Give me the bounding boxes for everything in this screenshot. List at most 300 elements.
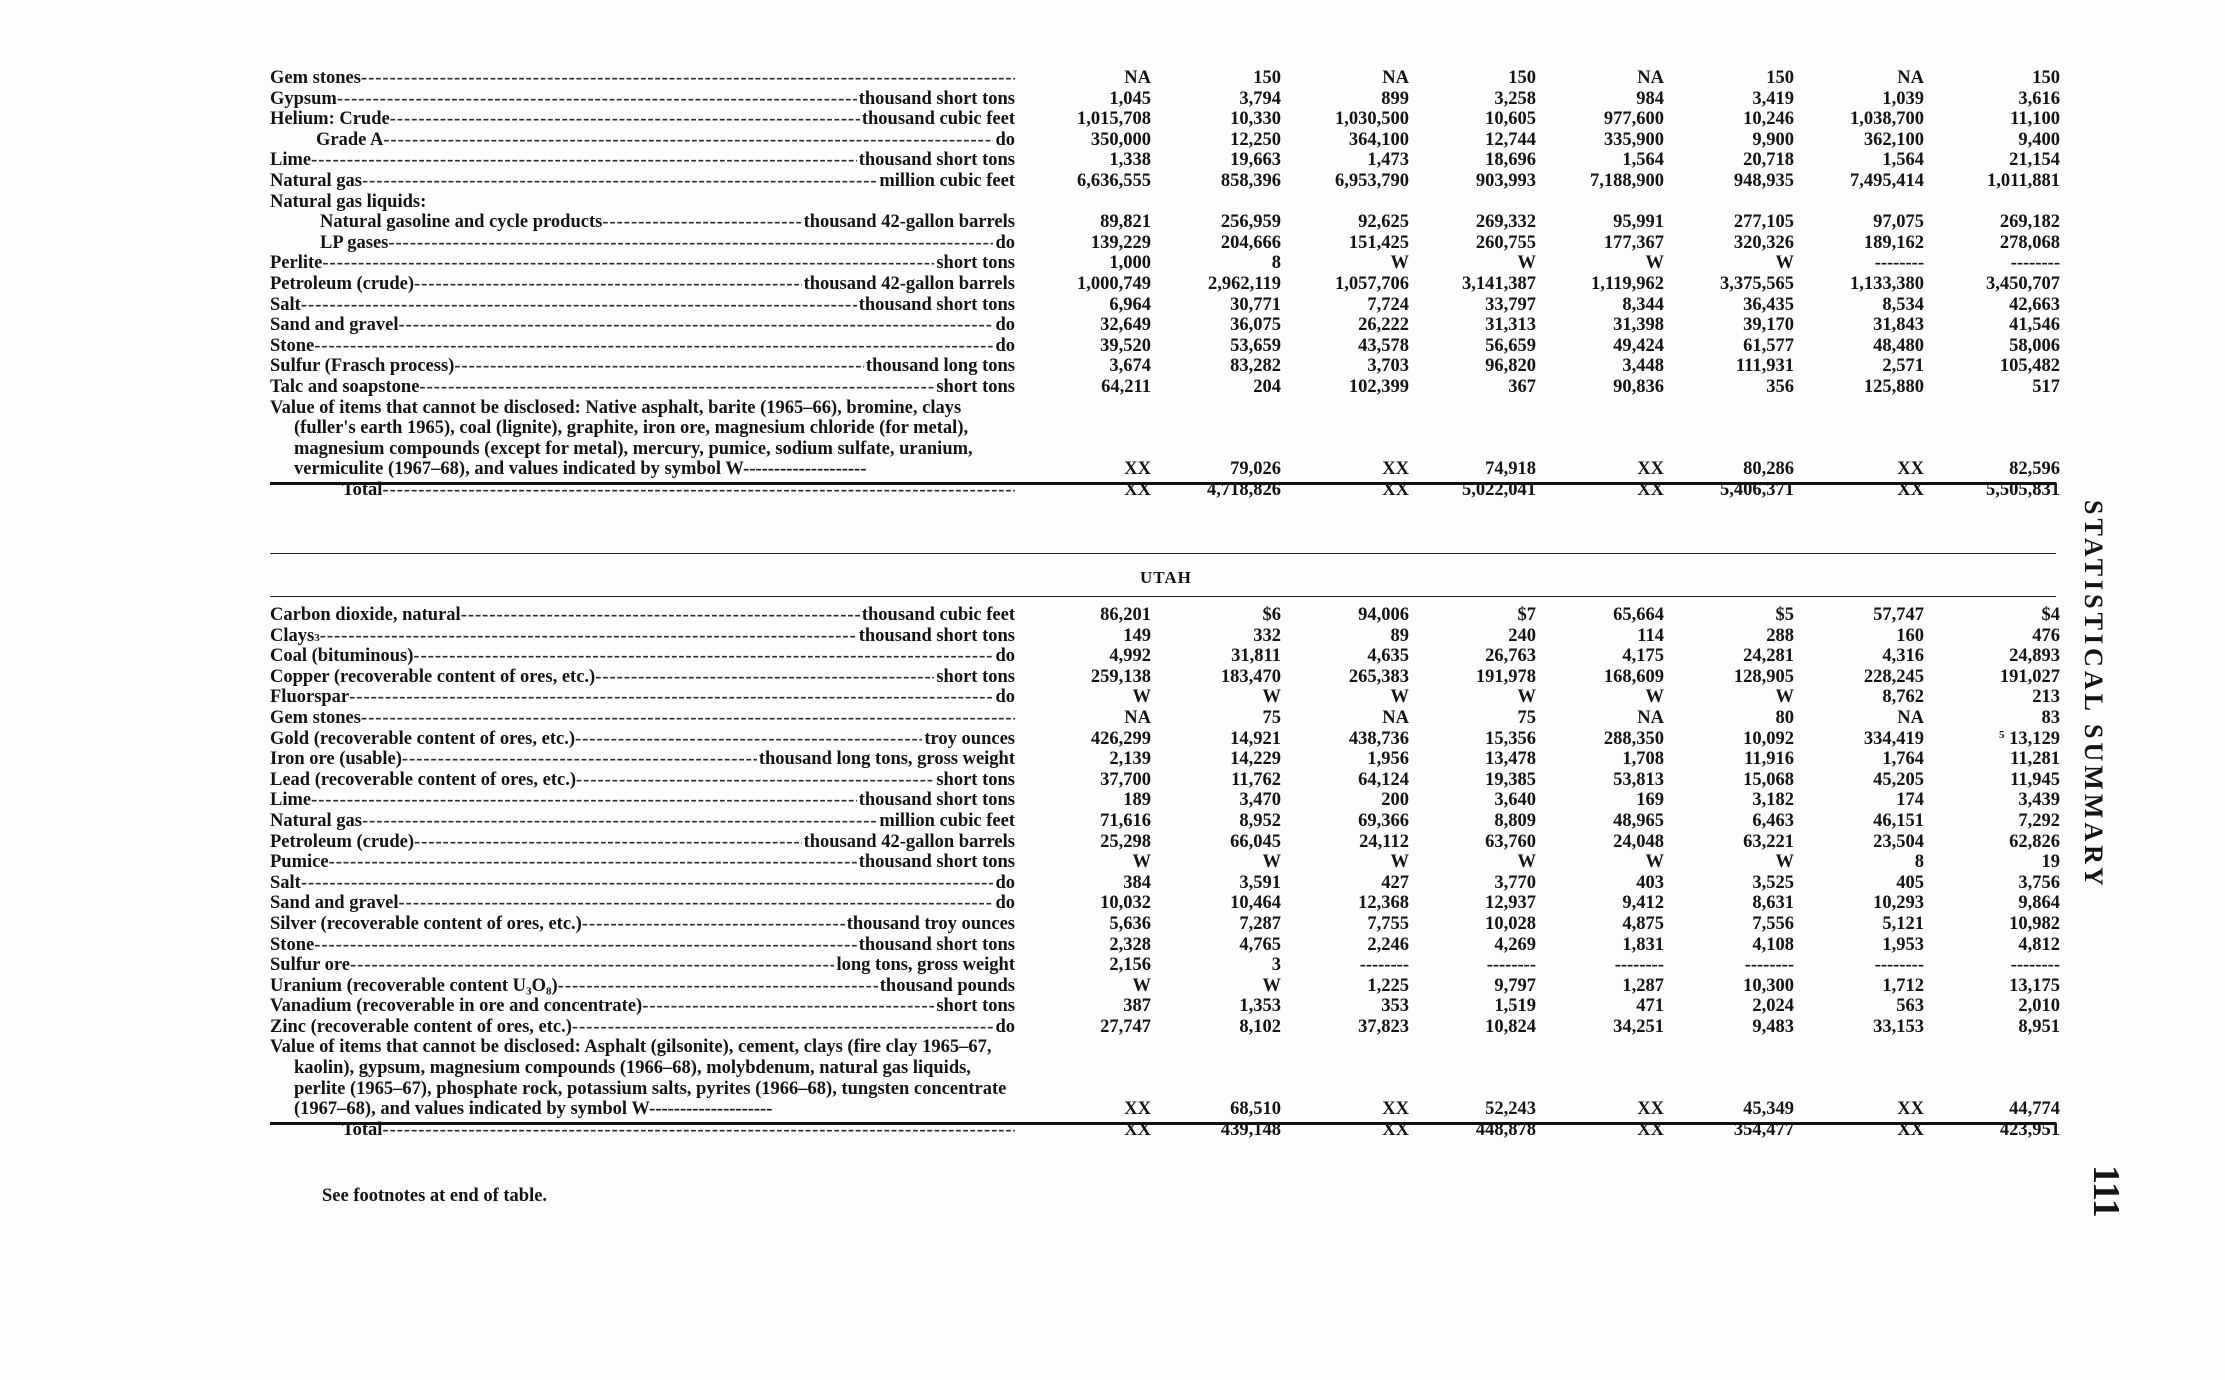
total-rule	[270, 1122, 2056, 1125]
value-cell: 448,878	[1475, 1119, 1536, 1140]
table-row	[270, 852, 2064, 873]
value-cell: 3	[1271, 955, 1281, 976]
row-label	[270, 729, 1015, 750]
quantity-cell: 10,032	[1100, 893, 1151, 914]
table-row	[270, 873, 2064, 894]
leader-dots	[362, 171, 877, 192]
quantity-cell: 2,156	[1109, 955, 1151, 976]
quantity-cell: 1,564	[1622, 150, 1664, 171]
unit-label: thousand short tons	[858, 934, 1015, 955]
row-label	[270, 893, 1015, 914]
quantity-cell: 1,039	[1882, 88, 1924, 109]
row-label	[270, 935, 1015, 956]
quantity-cell: NA	[1382, 707, 1409, 728]
commodity-name: Lead (recoverable content of ores, etc.)	[270, 769, 576, 790]
value-cell: 5,022,041	[1462, 479, 1536, 500]
row-label	[270, 356, 1015, 377]
value-cell: 5,505,831	[1986, 479, 2060, 500]
quantity-cell	[1540, 192, 1668, 213]
row-label	[270, 811, 1015, 832]
quantity-cell: 64,124	[1358, 769, 1409, 790]
label-leader	[270, 749, 1015, 770]
label-leader	[270, 976, 1015, 997]
value-cell: 10,300	[1743, 975, 1794, 996]
value-cell: 26,763	[1485, 646, 1536, 667]
value-cell: 80	[1775, 707, 1794, 728]
unit-label: thousand 42-gallon barrels	[803, 831, 1015, 852]
label-leader	[270, 192, 1015, 213]
leader-dots	[314, 336, 993, 357]
quantity-cell: 6,964	[1109, 294, 1151, 315]
value-cell: --------	[2010, 253, 2060, 274]
table-row	[270, 1017, 2064, 1038]
section-divider-rule	[270, 596, 2056, 597]
value-cell: 15,068	[1743, 769, 1794, 790]
quantity-cell: 1,133,380	[1850, 273, 1924, 294]
quantity-cell: 125,880	[1863, 376, 1924, 397]
table-row	[270, 646, 2064, 667]
value-cell: 31,313	[1485, 315, 1536, 336]
quantity-cell: 265,383	[1348, 666, 1409, 687]
value-cell: 11,916	[1744, 749, 1794, 770]
commodity-name: Pumice	[270, 852, 329, 873]
value-cell: 423,951	[1999, 1119, 2060, 1140]
row-label	[270, 68, 1015, 89]
value-cell: 14,921	[1230, 728, 1281, 749]
value-cell: 3,756	[2018, 872, 2060, 893]
value-cell: 68,510	[1230, 1099, 1281, 1120]
value-cell: 11,100	[2010, 109, 2060, 130]
value-cell: 320,326	[1733, 232, 1794, 253]
table-row	[270, 893, 2064, 914]
quantity-cell: W	[1390, 687, 1409, 708]
value-cell: 367	[1508, 376, 1536, 397]
row-label	[270, 873, 1015, 894]
commodity-name: Clays	[270, 625, 315, 646]
row-label	[270, 996, 1015, 1017]
value-cell: 3,375,565	[1720, 273, 1794, 294]
table-row	[270, 315, 2064, 336]
leader-dots	[602, 212, 801, 233]
table-row	[270, 811, 2064, 832]
commodity-name: Perlite	[270, 253, 323, 274]
value-cell: $4	[2041, 605, 2060, 625]
value-cell: 150	[2032, 68, 2060, 88]
row-label	[270, 852, 1015, 873]
leader-dots	[311, 150, 857, 171]
quantity-cell: 53,813	[1613, 769, 1664, 790]
label-leader	[270, 955, 1015, 976]
quantity-cell: 259,138	[1090, 666, 1151, 687]
row-label	[270, 687, 1015, 708]
quantity-cell: 1,764	[1882, 749, 1924, 770]
quantity-cell: XX	[1382, 1099, 1409, 1120]
table-row	[270, 749, 2064, 770]
table-row	[270, 109, 2064, 130]
commodity-name: Lime	[270, 150, 312, 171]
quantity-cell: 2,139	[1109, 749, 1151, 770]
state-heading: UTAH	[1140, 568, 1192, 587]
quantity-cell: 69,366	[1358, 810, 1409, 831]
unit-label: thousand long tons, gross weight	[758, 749, 1015, 770]
quantity-cell: 1,015,708	[1077, 109, 1151, 130]
unit-label: thousand short tons	[858, 625, 1015, 646]
quantity-cell: 7,724	[1367, 294, 1409, 315]
value-cell: 19,385	[1485, 769, 1536, 790]
table-body	[270, 605, 2064, 1140]
table-row	[270, 832, 2064, 853]
quantity-cell: XX	[1124, 459, 1151, 480]
value-cell: 36,075	[1230, 315, 1281, 336]
row-label	[270, 377, 1015, 398]
quantity-cell: 2,571	[1882, 356, 1924, 377]
value-cell: 191,978	[1475, 666, 1536, 687]
label-leader	[270, 109, 1015, 130]
table-row	[270, 605, 2064, 626]
quantity-cell: 43,578	[1358, 335, 1409, 356]
quantity-cell: XX	[1897, 1119, 1924, 1140]
unit-label: do	[995, 646, 1015, 667]
quantity-cell: 189,162	[1863, 232, 1924, 253]
table-row-undisclosed	[270, 398, 2064, 480]
value-cell: 2,024	[1752, 996, 1794, 1017]
commodity-name: Natural gasoline and cycle products	[320, 212, 603, 233]
value-cell: W	[1775, 687, 1794, 708]
unit-label: million cubic feet	[879, 810, 1015, 831]
quantity-cell: 335,900	[1603, 129, 1664, 150]
value-cell: 44,774	[2009, 1099, 2060, 1120]
value-cell: 8,631	[1752, 893, 1794, 914]
value-cell: 1,519	[1494, 996, 1536, 1017]
row-label	[270, 646, 1015, 667]
row-label	[270, 315, 1015, 336]
leader-dots	[402, 749, 757, 770]
quantity-cell: 1,057,706	[1335, 273, 1409, 294]
unit-label: troy ounces	[924, 728, 1015, 749]
row-label	[270, 233, 1015, 254]
unit-label: short tons	[936, 666, 1015, 687]
quantity-cell: 174	[1896, 790, 1924, 811]
value-cell: 903,993	[1475, 170, 1536, 191]
value-cell: 7,292	[2018, 810, 2060, 831]
quantity-cell: NA	[1637, 68, 1664, 88]
leader-dots	[572, 1017, 994, 1038]
row-label	[270, 626, 1015, 647]
commodity-name: Copper (recoverable content of ores, etc.)	[270, 666, 596, 687]
quantity-cell: 10,293	[1873, 893, 1924, 914]
value-cell: 18,696	[1485, 150, 1536, 171]
label-leader	[270, 996, 1015, 1017]
quantity-cell: NA	[1897, 707, 1924, 728]
table-row	[270, 89, 2064, 110]
quantity-cell: 37,700	[1100, 769, 1151, 790]
label-leader	[320, 233, 1015, 254]
value-cell: W	[1517, 687, 1536, 708]
value-cell: 240	[1508, 625, 1536, 646]
value-cell	[1413, 192, 1540, 213]
value-cell: 3,141,387	[1462, 273, 1536, 294]
quantity-cell: W	[1645, 852, 1664, 873]
quantity-cell: 94,006	[1358, 605, 1409, 625]
quantity-cell: 57,747	[1873, 605, 1924, 625]
commodity-name: LP gases	[320, 232, 389, 253]
table-row	[270, 150, 2064, 171]
quantity-cell: 1,708	[1622, 749, 1664, 770]
value-cell: 10,824	[1485, 1016, 1536, 1037]
quantity-cell: 189	[1123, 790, 1151, 811]
quantity-cell: 32,649	[1100, 315, 1151, 336]
value-cell: 20,718	[1743, 150, 1794, 171]
quantity-cell: 4,175	[1622, 646, 1664, 667]
leader-dots	[329, 852, 857, 873]
leader-dots	[399, 315, 994, 336]
unit-label: short tons	[936, 253, 1015, 274]
commodity-name: Gold (recoverable content of ores, etc.)	[270, 728, 575, 749]
value-cell: W	[1775, 253, 1794, 274]
table-row	[270, 171, 2064, 192]
row-label	[270, 914, 1015, 935]
label-leader	[270, 274, 1015, 295]
value-cell: 858,396	[1220, 170, 1281, 191]
commodity-name: Salt	[270, 872, 301, 893]
commodity-name: Stone	[270, 335, 315, 356]
value-cell: 10,605	[1485, 109, 1536, 130]
quantity-cell: 39,520	[1100, 335, 1151, 356]
value-cell: 3,439	[2018, 790, 2060, 811]
unit-label: thousand 42-gallon barrels	[803, 212, 1015, 233]
quantity-cell: 86,201	[1100, 605, 1151, 625]
quantity-cell: 427	[1381, 872, 1409, 893]
mineral-production-table-top	[270, 68, 2064, 500]
value-cell: 332	[1253, 625, 1281, 646]
value-cell: W	[1262, 975, 1281, 996]
table-row	[270, 708, 2064, 729]
value-cell: --------	[1486, 955, 1536, 976]
value-cell: 11,762	[1231, 769, 1281, 790]
quantity-cell: --------	[1359, 955, 1409, 976]
quantity-cell: 89,821	[1100, 212, 1151, 233]
value-cell: 45,349	[1743, 1099, 1794, 1120]
quantity-cell: 1,225	[1367, 975, 1409, 996]
table-row	[270, 130, 2064, 151]
quantity-cell: 977,600	[1603, 109, 1664, 130]
value-cell: 80,286	[1743, 459, 1794, 480]
quantity-cell: 8,534	[1882, 294, 1924, 315]
commodity-name: Zinc (recoverable content of ores, etc.)	[270, 1016, 572, 1037]
label-leader	[270, 68, 1015, 89]
label-leader	[270, 873, 1015, 894]
leader-dots	[414, 274, 802, 295]
value-cell: 13,175	[2009, 975, 2060, 996]
unit-label: thousand cubic feet	[861, 109, 1015, 130]
value-cell: 150	[1766, 68, 1794, 88]
quantity-cell: 149	[1123, 625, 1151, 646]
value-cell: 9,864	[2018, 893, 2060, 914]
value-cell: 8	[1271, 253, 1281, 274]
leader-dots	[361, 68, 1015, 89]
quantity-cell: 168,609	[1603, 666, 1664, 687]
quantity-cell: 438,736	[1348, 728, 1409, 749]
table-row	[270, 790, 2064, 811]
value-cell: 82,596	[2009, 459, 2060, 480]
value-cell: 66,045	[1230, 831, 1281, 852]
leader-dots	[301, 295, 857, 316]
quantity-cell: W	[1132, 852, 1151, 873]
quantity-cell: 37,823	[1358, 1016, 1409, 1037]
label-leader	[270, 770, 1015, 791]
row-label	[270, 749, 1015, 770]
unit-label: thousand troy ounces	[846, 913, 1015, 934]
label-leader	[270, 605, 1015, 626]
row-label	[270, 832, 1015, 853]
value-cell: 8,952	[1239, 810, 1281, 831]
value-cell: 6,463	[1752, 810, 1794, 831]
table-row	[270, 914, 2064, 935]
quantity-cell: 200	[1381, 790, 1409, 811]
value-cell: 7,287	[1239, 913, 1281, 934]
quantity-cell: 151,425	[1348, 232, 1409, 253]
value-cell: 41,546	[2009, 315, 2060, 336]
quantity-cell: W	[1132, 687, 1151, 708]
row-label	[270, 605, 1015, 626]
value-cell: W	[1517, 852, 1536, 873]
value-cell: 83	[2041, 707, 2060, 728]
commodity-name: Iron ore (usable)	[270, 749, 402, 770]
quantity-cell: XX	[1637, 479, 1664, 500]
commodity-name: Sand and gravel	[270, 893, 399, 914]
unit-label: million cubic feet	[879, 170, 1015, 191]
leader-dots	[575, 729, 922, 750]
label-leader	[270, 914, 1015, 935]
commodity-name: Salt	[270, 294, 301, 315]
value-cell: 1,011,881	[1987, 170, 2060, 191]
quantity-cell: 471	[1636, 996, 1664, 1017]
value-cell: 56,659	[1485, 335, 1536, 356]
label-leader	[270, 356, 1015, 377]
value-cell: 3,182	[1752, 790, 1794, 811]
label-leader	[270, 295, 1015, 316]
value-cell: 12,937	[1485, 893, 1536, 914]
leader-dots	[642, 996, 934, 1017]
table-row	[270, 274, 2064, 295]
value-cell: W	[1262, 852, 1281, 873]
label-leader	[270, 315, 1015, 336]
value-cell: 10,330	[1230, 109, 1281, 130]
quantity-cell: XX	[1124, 1119, 1151, 1140]
value-cell: 10,092	[1743, 728, 1794, 749]
value-cell: 439,148	[1220, 1119, 1281, 1140]
value-cell: 30,771	[1230, 294, 1281, 315]
value-cell: 3,525	[1752, 872, 1794, 893]
quantity-cell: XX	[1637, 1119, 1664, 1140]
table-row	[270, 68, 2064, 89]
value-cell: 9,483	[1752, 1016, 1794, 1037]
commodity-name: Coal (bituminous)	[270, 646, 414, 667]
value-cell: 948,935	[1733, 170, 1794, 191]
undisclosed-label	[270, 1037, 1015, 1119]
value-cell: 53,659	[1230, 335, 1281, 356]
quantity-cell: W	[1390, 253, 1409, 274]
value-cell: 58,006	[2009, 335, 2060, 356]
quantity-cell: --------	[1614, 955, 1664, 976]
table-row	[270, 729, 2064, 750]
leader-dots	[388, 233, 993, 254]
commodity-name: Carbon dioxide, natural	[270, 605, 461, 625]
value-cell: $7	[1517, 605, 1536, 625]
value-cell: 476	[2032, 625, 2060, 646]
leader-dots	[361, 708, 1015, 729]
leader-dots: --------------------	[743, 459, 867, 480]
commodity-name: Natural gas	[270, 810, 362, 831]
quantity-cell: 169	[1636, 790, 1664, 811]
quantity-cell: XX	[1637, 1099, 1664, 1120]
quantity-cell	[1798, 192, 1928, 213]
leader-dots	[337, 89, 857, 110]
value-cell: 256,959	[1220, 212, 1281, 233]
value-cell: 33,797	[1485, 294, 1536, 315]
quantity-cell: XX	[1897, 479, 1924, 500]
value-cell: --------	[1744, 955, 1794, 976]
quantity-cell	[1285, 192, 1413, 213]
quantity-cell: 1,000	[1109, 253, 1151, 274]
value-cell: 3,616	[2018, 88, 2060, 109]
quantity-cell: W	[1645, 687, 1664, 708]
quantity-cell: 7,755	[1367, 913, 1409, 934]
value-cell: 3,640	[1494, 790, 1536, 811]
table-row	[270, 212, 2064, 233]
leader-dots: --------------------	[649, 1099, 773, 1120]
commodity-name: Petroleum (crude)	[270, 831, 415, 852]
table-row	[270, 770, 2064, 791]
value-cell: 19,663	[1230, 150, 1281, 171]
value-cell: 12,250	[1230, 129, 1281, 150]
value-cell: 19	[2041, 852, 2060, 873]
quantity-cell: 24,048	[1613, 831, 1664, 852]
unit-label: short tons	[936, 769, 1015, 790]
value-cell: 204	[1253, 376, 1281, 397]
label-leader	[270, 935, 1015, 956]
label-leader	[270, 150, 1015, 171]
quantity-cell: 403	[1636, 872, 1664, 893]
row-label	[270, 253, 1015, 274]
value-cell: 61,577	[1743, 335, 1794, 356]
quantity-cell: 3,448	[1622, 356, 1664, 377]
value-cell: 63,760	[1485, 831, 1536, 852]
quantity-cell: XX	[1637, 459, 1664, 480]
row-label	[270, 274, 1015, 295]
table-row	[270, 667, 2064, 688]
label-leader	[270, 1017, 1015, 1038]
quantity-cell: 33,153	[1873, 1016, 1924, 1037]
quantity-cell: 177,367	[1603, 232, 1664, 253]
value-cell: 4,765	[1239, 934, 1281, 955]
quantity-cell: 97,075	[1873, 212, 1924, 233]
label-leader	[270, 253, 1015, 274]
value-cell: 204,666	[1220, 232, 1281, 253]
quantity-cell: 27,747	[1100, 1016, 1151, 1037]
quantity-cell: 1,956	[1367, 749, 1409, 770]
value-cell: 183,470	[1220, 666, 1281, 687]
value-cell: 3,470	[1239, 790, 1281, 811]
leader-dots	[314, 935, 857, 956]
commodity-name: Talc and soapstone	[270, 376, 420, 397]
commodity-name: Stone	[270, 934, 315, 955]
quantity-cell: 9,412	[1622, 893, 1664, 914]
quantity-cell: 1,038,700	[1850, 109, 1924, 130]
value-cell: 10,464	[1230, 893, 1281, 914]
quantity-cell: 353	[1381, 996, 1409, 1017]
value-cell: 3,258	[1494, 88, 1536, 109]
